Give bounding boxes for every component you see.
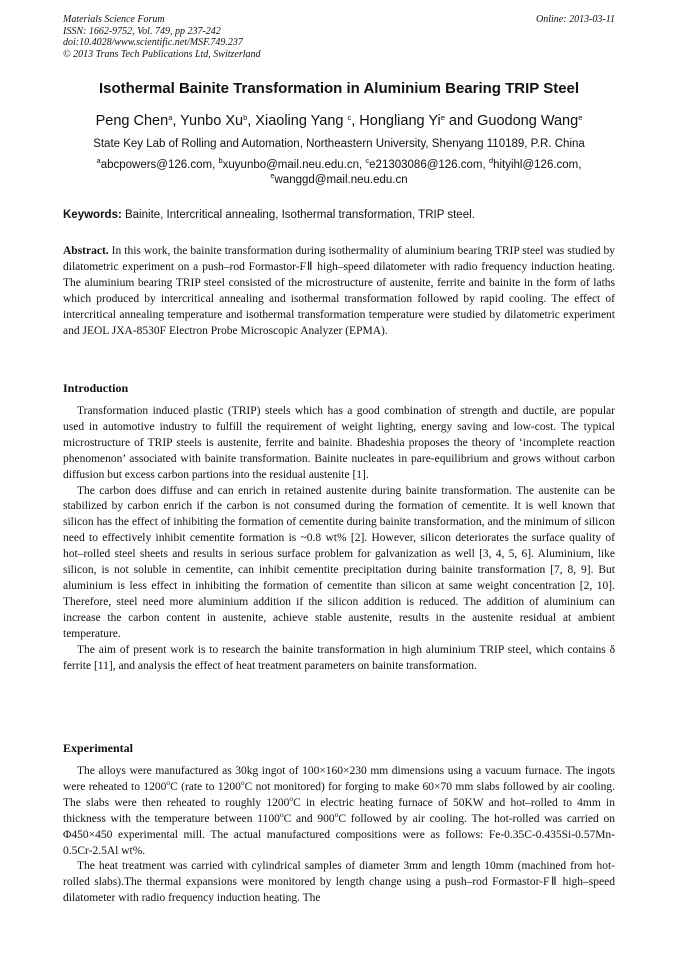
paragraph: Transformation induced plastic (TRIP) steels which has a good combination of strength and ductile, are popular used in automotive industry to fulfill the requirement of weight lighting, energy saving and low-cost. The typical microstructure of TRIP steels is austenite, ferrite and bainite. Bhadeshia proposes the theory of ‘incomplete reaction phenomenon’ associated with bainite transformation. Bainite nucleates in pare-equilibrium and grows without carbon diffusion but excess carbon partions into the residual austenite [1]. [63,405,615,481]
text-run: The alloys were manufactured as 30kg ingot of 100×160×230 mm dimensions using a vacuum furnace. The ingots were reheated to 1200 [63,765,615,793]
text-run: C not monitored) for forging to make 60×70 mm slabs followed by air cooling. The slabs were then reheated to roughly 1200 [63,780,615,809]
email-mark: e [270,171,275,180]
degree-mark: o [289,793,294,803]
keywords-text: Bainite, Intercritical annealing, Isothermal transformation, TRIP steel. [121,209,475,221]
issn-line: ISSN: 1662-9752, Vol. 749, pp 237-242 [63,25,221,37]
email-address: hityihl@126.com, [493,159,582,171]
keywords-line [63,209,615,221]
introduction-section [63,381,615,674]
paragraph: The aim of present work is to research the bainite transformation in high aluminium TRIP steel, which contains δ ferrite [11], and analysis the effect of heat treatment parameters on bainite transformation. [63,643,615,672]
text-run: C in electric heating furnace of 50KW and hot–rolled to 4mm in thickness with the temperature between 1100 [63,796,616,825]
paragraph [63,764,615,859]
author-mark: a [168,113,173,122]
journal-name: Materials Science Forum [63,14,165,25]
copyright-line: © 2013 Trans Tech Publications Ltd, Switzerland [63,48,261,60]
email-mark: b [218,156,223,165]
author-separator: , [351,113,360,129]
author-mark: e [440,113,445,122]
doi-line: doi:10.4028/www.scientific.net/MSF.749.237 [63,37,243,48]
experimental-section [63,741,615,907]
email-address: e21303086@126.com, [369,159,486,171]
paragraph: The heat treatment was carried with cylindrical samples of diameter 3mm and length 10mm (machined from hot-rolled slabs).The thermal expansions were monitored by length change using a push–rod Formastor-FⅡ high–speed dilatometer with radio frequency induction heating. The [63,860,615,905]
keywords-label: Keywords: [63,209,122,221]
author-name: Yunbo Xu [180,113,244,129]
degree-mark: o [279,809,284,819]
degree-mark: o [166,777,171,787]
author-name: Peng Chen [95,113,169,129]
author-separator: , [247,113,256,129]
journal-header [63,14,615,60]
text-run: C followed by air cooling. The hot-rolled was carried on Φ450×450 experimental mill. The actual manufactured compositions were as follows: Fe-0.35C-0.435Si-0.57Mn-0.5Cr-2.5Al wt%. [63,812,615,857]
paragraph: The carbon does diffuse and can enrich in retained austenite during bainite transformation. The austenite can be stabilized by carbon enrich if the carbon is not consumed during the formation of cementite. It is well known that silicon has the effect of inhibiting the formation of cementite during bainite transformation, and the minimum of silicon need to effectively inhibit cementite formation is ~0.8 wt% [2]. However, silicon deteriorates the surface quality of hot–rolled steel sheets and results in serious surface problem for galvanization as well [3, 4, 5, 6]. Aluminium, like silicon, is not soluble in cementite, can inhibit cementite precipitation during bainite transformation [7, 8, 9]. But aluminium is less effect in inhibiting the formation of cementite than silicon at same weight concentration [2, 10]. Therefore, steel need more aluminium addition if the silicon addition is reduced. The addition of aluminium can increase the carbon content in austenite, achieve stable austenite, results in the austenite residual at ambient temperature. [63,484,615,640]
author-list [40,113,638,129]
email-mark: a [96,156,101,165]
author-separator: , [172,113,181,129]
author-name: Xiaoling Yang [255,113,344,129]
email-address: abcpowers@126.com, [100,159,216,171]
affiliation: State Key Lab of Rolling and Automation, Northeastern University, Shenyang 110189, P.R. China [93,138,585,150]
email-address: xuyunbo@mail.neu.edu.cn, [222,159,363,171]
online-date: Online: 2013-03-11 [536,14,615,25]
degree-mark: o [240,777,245,787]
email-mark: d [488,156,494,165]
author-separator: and [444,113,478,129]
author-name: Hongliang Yi [359,113,441,129]
abstract [63,244,615,339]
text-run: C and 900 [283,812,335,825]
email-mark: c [365,156,370,165]
email-address: wanggd@mail.neu.edu.cn [274,174,408,186]
abstract-label: Abstract. [63,245,109,257]
paper-title: Isothermal Bainite Transformation in Aluminium Bearing TRIP Steel [98,80,580,97]
author-mark: c [347,113,352,122]
section-heading: Introduction [63,381,129,395]
abstract-text: In this work, the bainite transformation during isothermality of aluminium bearing TRIP steel was studied by dilatometric experiment on a push–rod Formastor-FⅡ high–speed dilatometer with radio frequency induction heating. The aluminium bearing TRIP steel consisted of the microstructure of austenite, ferrite and bainite in the form of laths which produced by intercritical annealing and isothermal transformation followed by rapid cooling. The effect of intercritical annealing temperature and isothermal transformation temperature were studied by dilatometric experiment and JEOL JXA-8530F Electron Probe Microscopic Analyzer (EPMA). [63,245,615,337]
author-mark: b [243,113,248,122]
text-run: C (rate to 1200 [170,780,241,793]
author-name: Guodong Wang [477,113,579,129]
section-heading: Experimental [63,741,133,755]
author-mark: e [578,113,583,122]
email-list [60,158,618,188]
degree-mark: o [334,809,339,819]
